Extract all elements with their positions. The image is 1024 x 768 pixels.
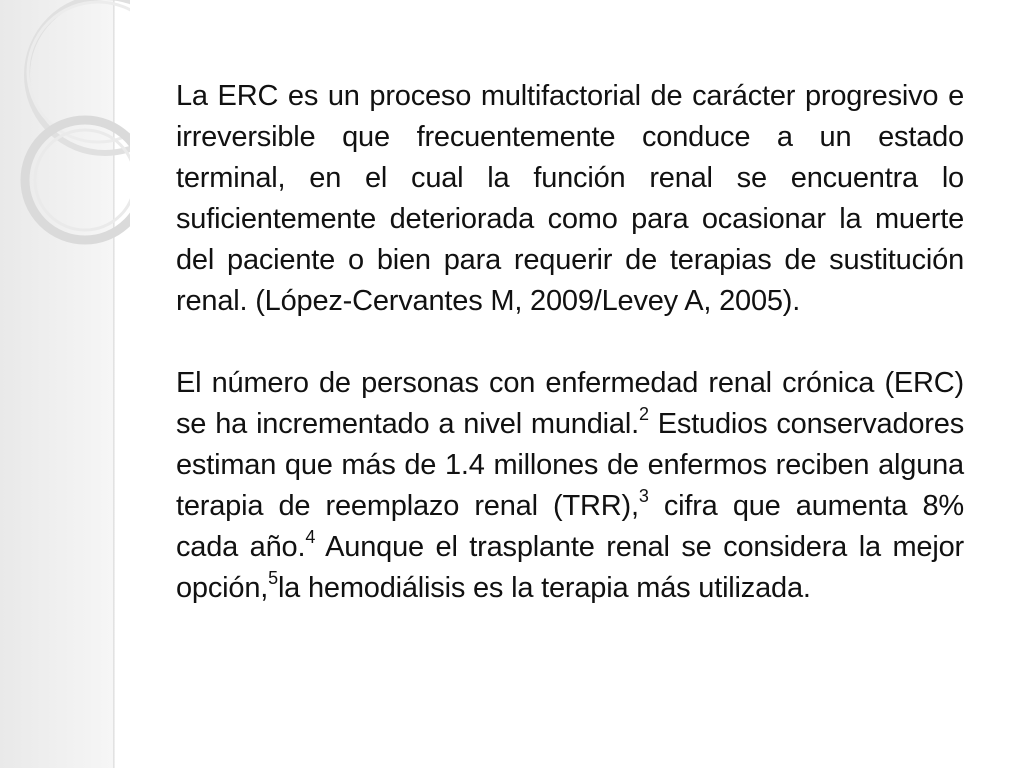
decorative-ring-small-inner bbox=[35, 130, 130, 230]
paragraph-erc-statistics bbox=[176, 363, 964, 609]
stat-text-4: Aunque el trasplante renal se considera la mejor opción, bbox=[176, 531, 964, 604]
stat-text-3: cifra que aumenta 8% cada año. bbox=[176, 490, 964, 563]
slide-body bbox=[176, 76, 964, 609]
stat-text-1: El número de personas con enfermedad renal crónica (ERC) se ha incrementado a nivel mundial. bbox=[176, 367, 964, 440]
stat-text-2: Estudios conservadores estiman que más de 1.4 millones de enfermos reciben alguna terapia de reemplazo renal (TRR), bbox=[176, 408, 964, 522]
reference-2: 2 bbox=[638, 404, 649, 425]
decorative-rings bbox=[0, 0, 130, 300]
reference-3: 3 bbox=[638, 486, 649, 507]
stat-text-5: la hemodiálisis es la terapia más utilizada. bbox=[277, 572, 811, 604]
reference-4: 4 bbox=[305, 527, 316, 548]
paragraph-erc-definition: La ERC es un proceso multifactorial de carácter progresivo e irreversible que frecuentemente conduce a un estado terminal, en el cual la función renal se encuentra lo suficientemente deteriorada como para ocasionar la muerte del paciente o bien para requerir de terapias de sustitución renal. (López-Cervantes M, 2009/Levey A, 2005). bbox=[176, 80, 964, 317]
reference-5: 5 bbox=[268, 568, 278, 589]
